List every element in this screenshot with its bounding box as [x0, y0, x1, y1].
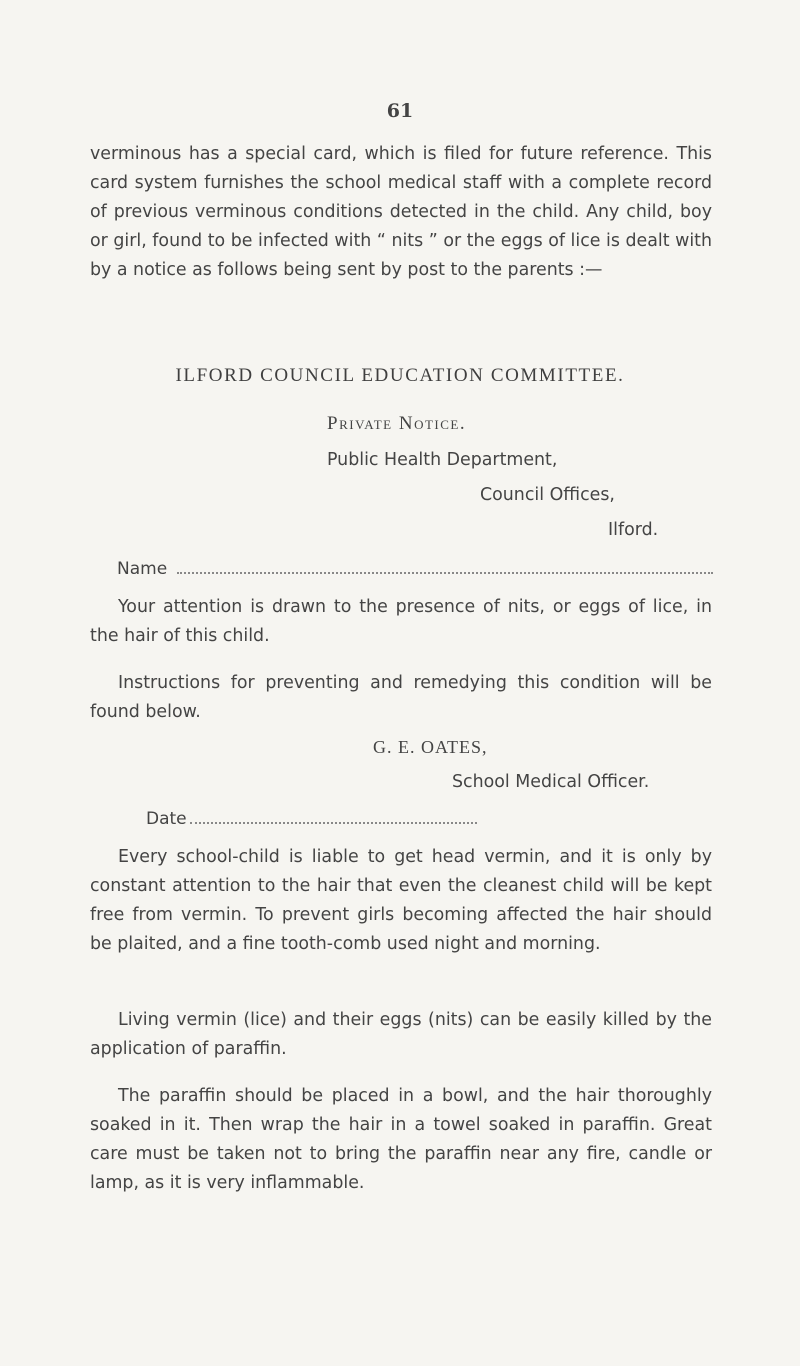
attention-paragraph: Your attention is drawn to the presence of nits, or eggs of lice, in the hair of this child.	[90, 597, 712, 646]
name-label: Name	[117, 559, 168, 579]
bowl-paragraph: The paraffin should be placed in a bowl, and the hair thoroughly soaked in it. Then wrap the hair in a towel soaked in paraffin. Great care must be taken not to bring the paraffin near any fire, candle or lamp, as it is very inflammable.	[90, 1086, 712, 1193]
date-field	[146, 808, 477, 829]
name-dotted-line	[177, 558, 713, 574]
address-line-department: Public Health Department,	[327, 450, 558, 470]
address-line-offices: Council Offices,	[480, 485, 615, 505]
page-number: 61	[386, 100, 414, 122]
liability-paragraph: Every school-child is liable to get head vermin, and it is only by constant attention to the hair that even the cleanest child will be kept free from vermin. To prevent girls becoming affected the hair should be plaited, and a fine tooth-comb used night and morning.	[90, 847, 712, 954]
paraffin-paragraph: Living vermin (lice) and their eggs (nits) can be easily killed by the application of paraffin.	[90, 1010, 712, 1059]
signatory-title: School Medical Officer.	[452, 772, 650, 792]
name-field	[117, 558, 713, 579]
signatory-name: G. E. OATES,	[373, 737, 488, 757]
notice-heading: ILFORD COUNCIL EDUCATION COMMITTEE.	[175, 365, 625, 386]
date-label: Date	[146, 809, 187, 829]
instructions-paragraph: Instructions for preventing and remedying this condition will be found below.	[90, 673, 712, 722]
intro-paragraph: verminous has a special card, which is filed for future reference. This card system furnishes the school medical staff with a complete record of previous verminous conditions detected in the child. Any child, boy or girl, found to be infected with “ nits ” or the eggs of lice is dealt with by a notice as follows being sent by post to the parents :—	[90, 144, 712, 280]
private-notice-label: Private Notice.	[327, 413, 467, 434]
address-line-town: Ilford.	[608, 520, 659, 540]
date-dotted-line	[190, 808, 477, 824]
